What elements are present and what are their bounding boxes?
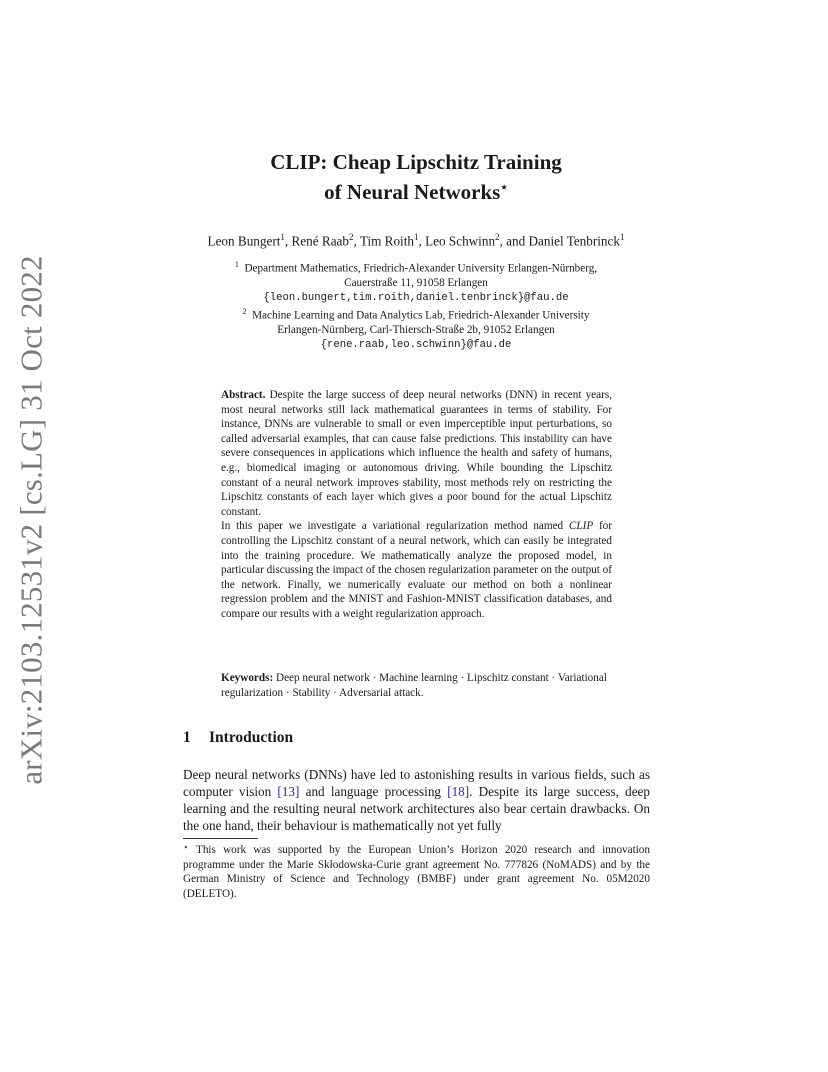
author-separator: ,: [353, 233, 360, 249]
affiliation-2-email: {rene.raab,leo.schwinn}@fau.de: [320, 338, 512, 351]
abstract-label: Abstract.: [221, 389, 266, 401]
affiliation-1-line-2: Cauerstraße 11, 91058 Erlangen: [344, 277, 488, 290]
author: René Raab: [291, 233, 349, 249]
footnote-rule: [183, 838, 258, 839]
keywords: [221, 671, 612, 700]
author-affil-sup: 1: [280, 232, 285, 242]
footnote-star-mark: ⋆: [183, 842, 189, 852]
author: Leon Bungert: [207, 233, 281, 249]
clip-method-name: CLIP: [568, 520, 594, 533]
citation-link[interactable]: [13]: [277, 784, 300, 799]
intro-paragraph: [183, 766, 650, 834]
affiliations: [170, 258, 662, 352]
intro-text: and language processing: [299, 784, 448, 799]
keywords-label: Keywords:: [221, 672, 274, 684]
title-line-2-text: of Neural Networks: [324, 180, 501, 204]
affiliation-1-line-1: [170, 258, 662, 276]
author-list: [150, 228, 682, 250]
title-star-mark: ⋆: [500, 180, 508, 194]
title-line-1: CLIP: Cheap Lipschitz Training: [270, 150, 562, 174]
arxiv-side-stamp: [6, 255, 58, 785]
section-title: Introduction: [209, 729, 294, 746]
section-heading: [183, 729, 293, 747]
author-affil-sup: 1: [413, 232, 419, 242]
abstract-text-2b: for controlling the Lipschitz constant of a neural network, which can easily be integrated into the training procedure. We mathematically analyze the proposed model, in particular discussing the impact of the chosen regularization parameter on the output of the network. Finally, we numerically evaluate our method on both a nonlinear regression problem and the MNIST and Fashion-MNIST classification databases, and compare our results with a weight regularization approach.: [221, 520, 612, 620]
citation-link[interactable]: [18]: [447, 784, 470, 799]
author-separator: ,: [418, 233, 426, 249]
section-number: 1: [183, 729, 191, 746]
author: Daniel Tenbrinck: [528, 233, 620, 249]
footnote-text: This work was supported by the European Union’s Horizon 2020 research and innovation programme under the Marie Skłodowska-Curie grant agreement No. 777826 (NoMADS) and by the German Ministry of Science and Technology (BMBF) under grant agreement No. 05M2020 (DELETO).: [183, 844, 650, 900]
author-affil-sup: 1: [619, 232, 625, 242]
abstract-text-2a: In this paper we investigate a variational regularization method named: [221, 520, 569, 533]
intro-text: Deep neural networks (DNNs) have led to astonishing results in various fields, such as computer vision: [183, 767, 650, 799]
affiliation-2-text: Machine Learning and Data Analytics Lab, Friedrich-Alexander University: [252, 309, 590, 322]
author-separator: , and: [499, 233, 529, 249]
affiliation-1-email: {leon.bungert,tim.roith,daniel.tenbrinck}@fau.de: [263, 291, 569, 304]
author-separator: ,: [284, 233, 292, 249]
affiliation-2-sup: 2: [242, 307, 247, 317]
author: Leo Schwinn: [425, 233, 496, 249]
abstract-paragraph-2: [221, 519, 612, 621]
affiliation-2-line-1: [170, 305, 662, 323]
paper-title: [160, 150, 672, 205]
abstract-paragraph-1: [221, 388, 612, 519]
introduction-body: [183, 766, 650, 834]
abstract-text-1: Despite the large success of deep neural networks (DNN) in recent years, most neural networks still lack mathematical guarantees in terms of stability. For instance, DNNs are vulnerable to small or even imperceptible input perturbations, so called adversarial examples, that can cause false predictions. This instability can have severe consequences in applications which influence the health and safety of humans, e.g., biomedical imaging or autonomous driving. While bounding the Lipschitz constant of a neural network improves stability, most methods rely on restricting the Lipschitz constants of each layer which gives a poor bound for the actual Lipschitz constant.: [221, 389, 612, 518]
affiliation-2-line-2: Erlangen-Nürnberg, Carl-Thiersch-Straße 2b, 91052 Erlangen: [277, 324, 555, 337]
keywords-text: Deep neural network · Machine learning · Lipschitz constant · Variational regularization · Stability · Adversarial attack.: [221, 672, 607, 699]
author-affil-sup: 2: [495, 232, 500, 242]
author: Tim Roith: [359, 233, 414, 249]
author-affil-sup: 2: [349, 232, 354, 242]
affiliation-1-sup: 1: [234, 260, 239, 269]
footnote-paragraph: [183, 840, 650, 901]
intro-text: . Despite its large success, deep learning and the resulting neural network architectures also bear certain drawbacks. On the one hand, their behaviour is mathematically not yet fully: [183, 784, 650, 833]
arxiv-identifier: arXiv:2103.12531v2 [cs.LG] 31 Oct 2022: [14, 255, 50, 785]
affiliation-1-text: Department Mathematics, Friedrich-Alexander University Erlangen-Nürnberg,: [244, 262, 598, 275]
abstract: [221, 388, 612, 622]
footnote: [183, 840, 650, 901]
title-line-2: [160, 175, 672, 205]
